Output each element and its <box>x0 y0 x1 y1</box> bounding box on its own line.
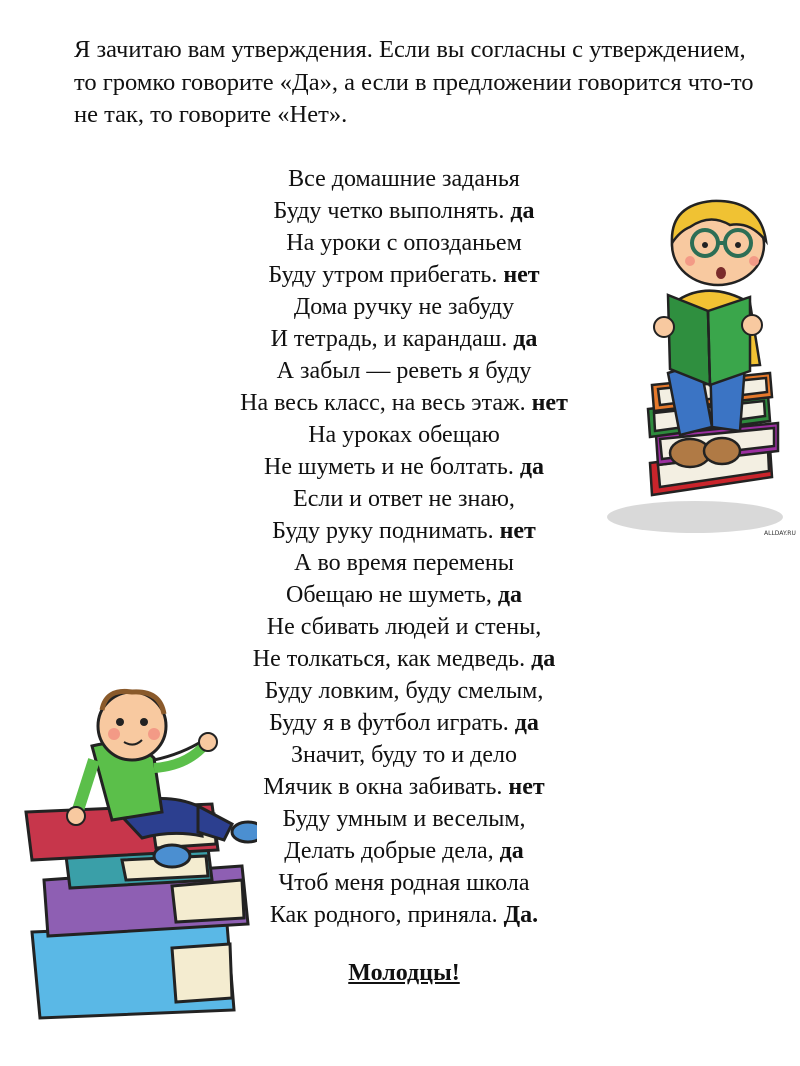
poem-line <box>130 291 678 323</box>
poem-answer: Да. <box>503 902 539 928</box>
poem-line-text: Дома ручку не забуду <box>293 294 515 320</box>
poem-line-text: А во время перемены <box>294 550 514 576</box>
poem-line <box>130 547 678 579</box>
poem-line <box>130 579 678 611</box>
poem-line-text: А забыл — реветь я буду <box>276 358 532 384</box>
poem-line-text: Делать добрые дела, <box>284 838 494 864</box>
boy-sitting-on-books-illustration <box>22 680 257 1025</box>
poem-line <box>130 643 678 675</box>
poem-answer: нет <box>508 774 545 800</box>
poem-line <box>130 611 678 643</box>
poem-answer: да <box>514 710 539 736</box>
poem-answer: да <box>513 326 538 352</box>
poem-line <box>130 387 678 419</box>
poem-line-text: Буду ловким, буду смелым, <box>264 678 544 704</box>
poem-line <box>130 195 678 227</box>
poem-line-text: Не сбивать людей и стены, <box>266 614 542 640</box>
poem-line-text: Мячик в окна забивать. <box>263 774 503 800</box>
watermark: ALLDAY.RU <box>764 530 796 537</box>
poem-line-text: Не шуметь и не болтать. <box>263 454 514 480</box>
poem-answer: да <box>497 582 522 608</box>
poem-answer: да <box>510 198 535 224</box>
poem-line-text: Все домашние заданья <box>288 166 520 192</box>
poem-line <box>130 163 678 195</box>
poem-answer: да <box>499 838 524 864</box>
poem-line <box>130 483 678 515</box>
poem-line-text: Значит, буду то и дело <box>290 742 517 768</box>
poem-line <box>130 419 678 451</box>
poem-line <box>130 515 678 547</box>
closing-phrase: Молодцы! <box>348 960 460 986</box>
poem-line-text: Обещаю не шуметь, <box>285 582 492 608</box>
poem-answer: да <box>519 454 545 480</box>
intro-paragraph: Я зачитаю вам утверждения. Если вы согласны с утверждением, то громко говорите «Да», а если в предложении говорится что-то не так, то говорите «Нет». <box>74 36 754 128</box>
poem-line <box>130 259 678 291</box>
poem-answer: нет <box>499 518 536 544</box>
poem-line-text: Буду умным и веселым, <box>282 806 526 832</box>
poem-answer: да <box>531 646 556 672</box>
poem-line <box>130 355 678 387</box>
poem-line-text: Буду я в футбол играть. <box>269 710 509 736</box>
poem-answer: нет <box>531 390 568 416</box>
poem-line-text: Не толкаться, как медведь. <box>252 646 526 672</box>
poem-line-text: На уроках обещаю <box>308 422 500 448</box>
poem-line <box>130 227 678 259</box>
poem-line <box>130 451 678 483</box>
poem-line-text: Буду четко выполнять. <box>273 198 505 224</box>
poem-line-text: Если и ответ не знаю, <box>293 486 515 512</box>
poem-line-text: Буду утром прибегать. <box>268 262 498 288</box>
poem-line-text: На уроки с опозданьем <box>286 230 522 256</box>
poem-line-text: Буду руку поднимать. <box>272 518 494 544</box>
poem-line-text: Как родного, приняла. <box>269 902 498 928</box>
poem-line-text: Чтоб меня родная школа <box>278 870 530 896</box>
poem-answer: нет <box>503 262 540 288</box>
poem-line-text: На весь класс, на весь этаж. <box>240 390 526 416</box>
boy-reading-on-books-illustration <box>600 195 785 540</box>
poem-line-text: И тетрадь, и карандаш. <box>270 326 508 352</box>
poem-line <box>130 323 678 355</box>
